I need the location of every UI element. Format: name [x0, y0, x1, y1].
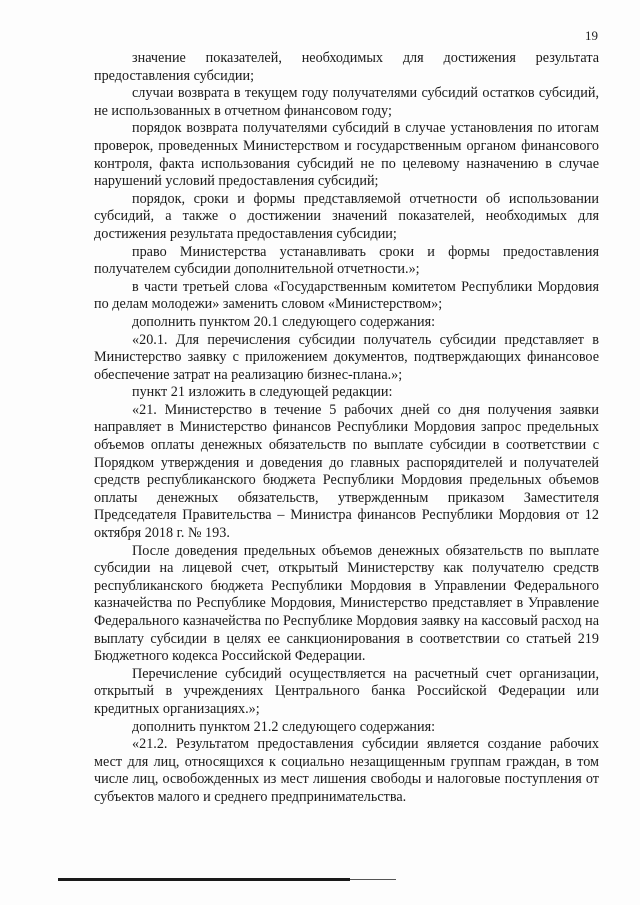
paragraph: «21.2. Результатом предоставления субсидии является создание рабочих мест для лиц, относящихся к социально незащищенным группам граждан, в том числе лиц, освобожденных из мест лишения свободы и налоговые поступления от субъектов малого и среднего предпринимательства.: [94, 736, 599, 805]
scan-edge-line: [58, 878, 350, 881]
paragraph: в части третьей слова «Государственным комитетом Республики Мордовия по делам молодежи» заменить словом «Министерством»;: [94, 278, 599, 313]
paragraph: дополнить пунктом 21.2 следующего содержания:: [132, 718, 436, 735]
scan-edge-line-faint: [350, 879, 396, 880]
paragraph: «21. Министерство в течение 5 рабочих дней со дня получения заявки направляет в Министерство финансов Республики Мордовия запрос предельных объемов оплаты денежных обязательств по выплате субсидии в соответствии с Порядком утверждения и доведения до главных распорядителей и получателей средств республиканского бюджета Республики Мордовия предельных объемов оплаты денежных обязательств, утвержденным приказом Заместителя Председателя Правительства – Министра финансов Республики Мордовия от 12 октября 2018 г. № 193.: [94, 401, 599, 542]
paragraph: дополнить пунктом 20.1 следующего содержания:: [132, 313, 436, 330]
paragraph: случаи возврата в текущем году получателями субсидий остатков субсидий, не использованных в отчетном финансовом году;: [94, 85, 599, 119]
document-body: [94, 50, 599, 807]
paragraph: значение показателей, необходимых для достижения результата предоставления субсидии;: [94, 50, 599, 84]
paragraph: После доведения предельных объемов денежных обязательств по выплате субсидии на лицевой счет, открытый Министерству как получателю средств республиканского бюджета Республики Мордовия в Управлении Федерального казначейства по Республике Мордовия, Министерство представляет в Управление Федерального казначейства по Республике Мордовия заявку на кассовый расход на выплату субсидии в целях ее санкционирования в соответствии со статьей 219 Бюджетного кодекса Российской Федерации.: [94, 542, 599, 665]
page-number: 19: [585, 28, 598, 43]
paragraph: Перечисление субсидий осуществляется на расчетный счет организации, открытый в учреждениях Центрального банка Российской Федерации или кредитных организациях.»;: [94, 665, 599, 717]
paragraph: порядок, сроки и формы представляемой отчетности об использовании субсидий, а также о достижении значений показателей, необходимых для достижения результата предоставления субсидии;: [94, 190, 599, 242]
paragraph: право Министерства устанавливать сроки и формы предоставления получателем субсидии дополнительной отчетности.»;: [94, 243, 599, 278]
paragraph: «20.1. Для перечисления субсидии получатель субсидии представляет в Министерство заявку с приложением документов, подтверждающих финансовое обеспечение затрат на реализацию бизнес-плана.»;: [94, 331, 599, 383]
paragraph: пункт 21 изложить в следующей редакции:: [132, 384, 393, 401]
paragraph: порядок возврата получателями субсидий в случае установления по итогам проверок, проведенных Министерством и государственным органом финансового контроля, факта использования субсидий не по целевому назначению в случае нарушений условий предоставления субсидий;: [94, 120, 599, 190]
